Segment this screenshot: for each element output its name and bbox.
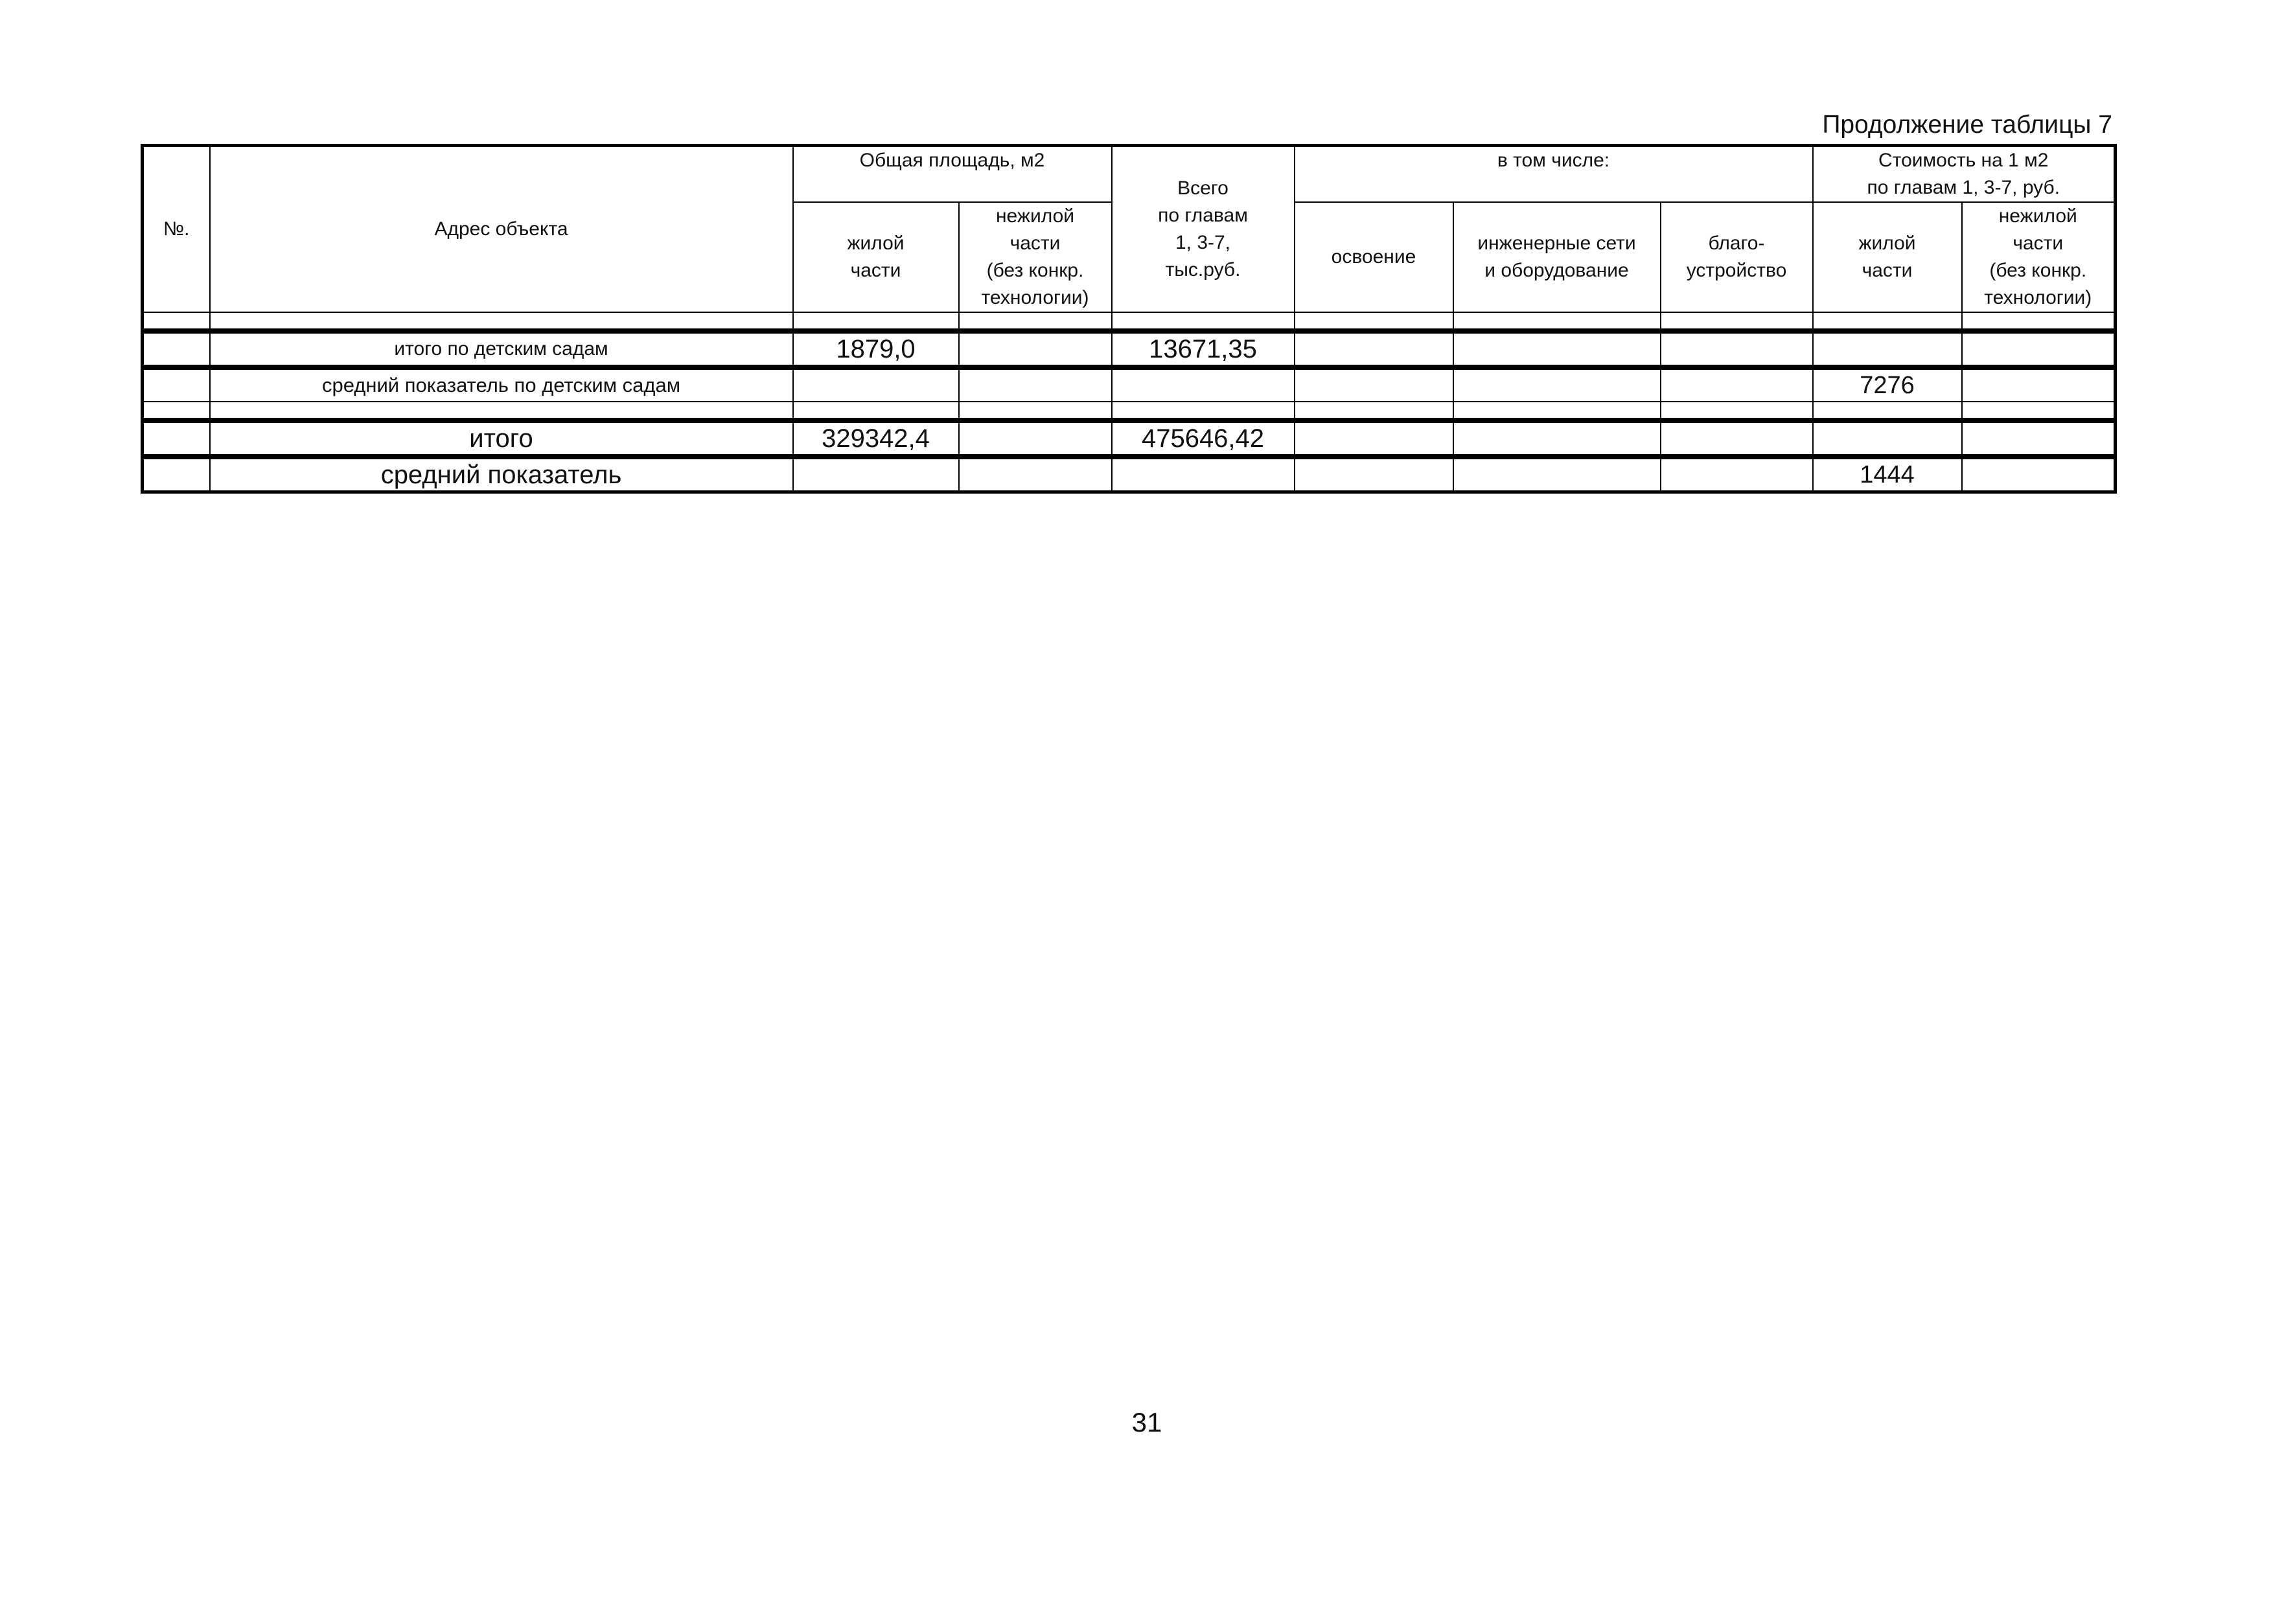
table-caption: Продолжение таблицы 7 bbox=[1822, 111, 2112, 139]
cost-residential-value: 1444 bbox=[1813, 457, 1962, 492]
spacer-row bbox=[143, 312, 2116, 331]
header-cost-nonresidential: нежилой части (без конкр. технологии) bbox=[1962, 202, 2116, 312]
row-label: средний показатель по детским садам bbox=[210, 367, 793, 402]
header-area-nonresidential: нежилой части (без конкр. технологии) bbox=[959, 202, 1112, 312]
header-cost-per-m2: Стоимость на 1 м2 по главам 1, 3-7, руб. bbox=[1813, 146, 2116, 203]
table-row-grand-total bbox=[143, 420, 2116, 457]
header-total-area: Общая площадь, м2 bbox=[793, 146, 1112, 203]
table-row-kindergarten-total bbox=[143, 331, 2116, 367]
table-row-grand-average bbox=[143, 457, 2116, 492]
row-label: средний показатель bbox=[210, 457, 793, 492]
header-area-residential: жилой части bbox=[793, 202, 959, 312]
area-residential-value: 329342,4 bbox=[793, 420, 959, 457]
header-landscaping: благо- устройство bbox=[1661, 202, 1813, 312]
header-address: Адрес объекта bbox=[210, 146, 793, 313]
cost-table bbox=[141, 144, 2117, 494]
header-row-1 bbox=[143, 146, 2116, 203]
cost-residential-value: 7276 bbox=[1813, 367, 1962, 402]
total-value: 13671,35 bbox=[1112, 331, 1295, 367]
header-development: освоение bbox=[1295, 202, 1453, 312]
header-including: в том числе: bbox=[1295, 146, 1813, 203]
area-residential-value: 1879,0 bbox=[793, 331, 959, 367]
row-label: итого по детским садам bbox=[210, 331, 793, 367]
header-cost-residential: жилой части bbox=[1813, 202, 1962, 312]
header-no: №. bbox=[143, 146, 210, 313]
header-engineering: инженерные сети и оборудование bbox=[1453, 202, 1661, 312]
table-row-kindergarten-average bbox=[143, 367, 2116, 402]
row-label: итого bbox=[210, 420, 793, 457]
spacer-row bbox=[143, 402, 2116, 420]
total-value: 475646,42 bbox=[1112, 420, 1295, 457]
header-total-cost: Всего по главам 1, 3-7, тыс.руб. bbox=[1112, 146, 1295, 313]
page-number: 31 bbox=[1131, 1407, 1162, 1437]
